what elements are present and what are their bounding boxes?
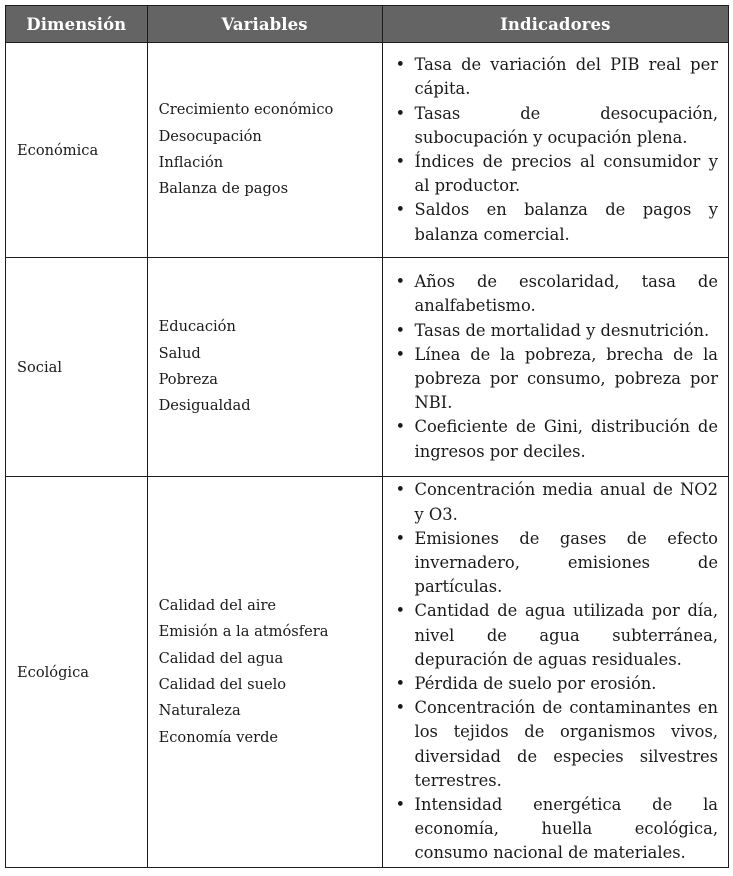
indicator-item: • Línea de la pobreza, brecha de la pobreza por consumo, pobreza por NBI. <box>395 344 718 413</box>
bullet-icon: • <box>395 674 406 693</box>
variables-cell <box>147 258 382 477</box>
indicator-item: • Tasa de variación del PIB real per cápita. <box>395 55 718 99</box>
indicator-item: • Pérdida de suelo por erosión. <box>393 672 718 696</box>
dimensions-table <box>5 5 729 868</box>
bullet-icon: • <box>395 480 406 500</box>
indicator-item: • Cantidad de agua utilizada por día, nivel de agua subterránea, depuración de aguas residuales. <box>395 601 718 669</box>
variables-cell <box>147 43 382 258</box>
indicator-item: • Índices de precios al consumidor y al productor. <box>395 152 718 196</box>
indicator-item: • Concentración de contaminantes en los tejidos de organismos vivos, diversidad de especies silvestres terrestres. <box>395 698 718 790</box>
bullet-icon: • <box>395 320 406 340</box>
bullet-icon: • <box>395 601 406 621</box>
variables-cell <box>147 477 382 868</box>
variable-item: Calidad del aire <box>158 597 277 615</box>
header-variables: Variables <box>147 6 382 43</box>
variable-item: Calidad del agua <box>158 649 284 667</box>
variable-item: Educación <box>158 318 236 336</box>
indicators-cell <box>382 258 728 477</box>
indicator-list <box>393 270 718 464</box>
indicator-item: • Años de escolaridad, tasa de analfabetismo. <box>395 272 718 316</box>
indicators-cell <box>382 43 728 258</box>
table-row <box>6 258 729 477</box>
variable-item: Crecimiento económico <box>158 101 334 119</box>
bullet-icon: • <box>395 795 406 815</box>
variable-item: Desocupación <box>158 127 262 145</box>
bullet-icon: • <box>395 344 406 364</box>
variable-item: Calidad del suelo <box>158 676 287 693</box>
bullet-icon: • <box>395 417 406 437</box>
header-dimension: Dimensión <box>6 6 148 43</box>
table-row <box>6 43 729 258</box>
bullet-icon: • <box>395 698 406 718</box>
variable-item: Emisión a la atmósfera <box>158 623 329 641</box>
bullet-icon: • <box>395 103 406 123</box>
table-header-row <box>6 6 729 43</box>
variable-item: Balanza de pagos <box>158 180 289 198</box>
dimension-cell: Ecológica <box>6 477 148 868</box>
header-indicators: Indicadores <box>382 6 728 43</box>
variable-item: Pobreza <box>158 371 218 388</box>
dimension-cell: Social <box>6 258 148 477</box>
variable-item: Salud <box>158 344 201 362</box>
variable-item: Desigualdad <box>158 397 251 415</box>
table-row <box>6 477 729 868</box>
indicator-item: • Intensidad energética de la economía, huella ecológica, consumo nacional de materiales. <box>395 795 718 863</box>
dimension-cell: Económica <box>6 43 148 258</box>
variable-item: Economía verde <box>158 728 279 746</box>
indicator-item: • Tasas de mortalidad y desnutrición. <box>393 319 718 343</box>
bullet-icon: • <box>395 55 406 75</box>
indicator-item: • Concentración media anual de NO2 y O3. <box>395 480 718 524</box>
indicator-item: • Coeficiente de Gini, distribución de ingresos por deciles. <box>395 417 718 461</box>
variable-item: Inflación <box>158 154 224 171</box>
indicators-cell <box>382 477 728 868</box>
indicator-item: • Emisiones de gases de efecto invernadero, emisiones de partículas. <box>395 528 718 597</box>
bullet-icon: • <box>395 528 406 548</box>
bullet-icon: • <box>395 200 406 220</box>
indicator-list <box>393 53 718 247</box>
bullet-icon: • <box>395 272 406 292</box>
indicator-list <box>393 478 718 865</box>
bullet-icon: • <box>395 152 406 171</box>
indicator-item: • Saldos en balanza de pagos y balanza comercial. <box>395 200 718 244</box>
variable-item: Naturaleza <box>158 702 241 720</box>
indicator-item: • Tasas de desocupación, subocupación y ocupación plena. <box>395 103 718 147</box>
